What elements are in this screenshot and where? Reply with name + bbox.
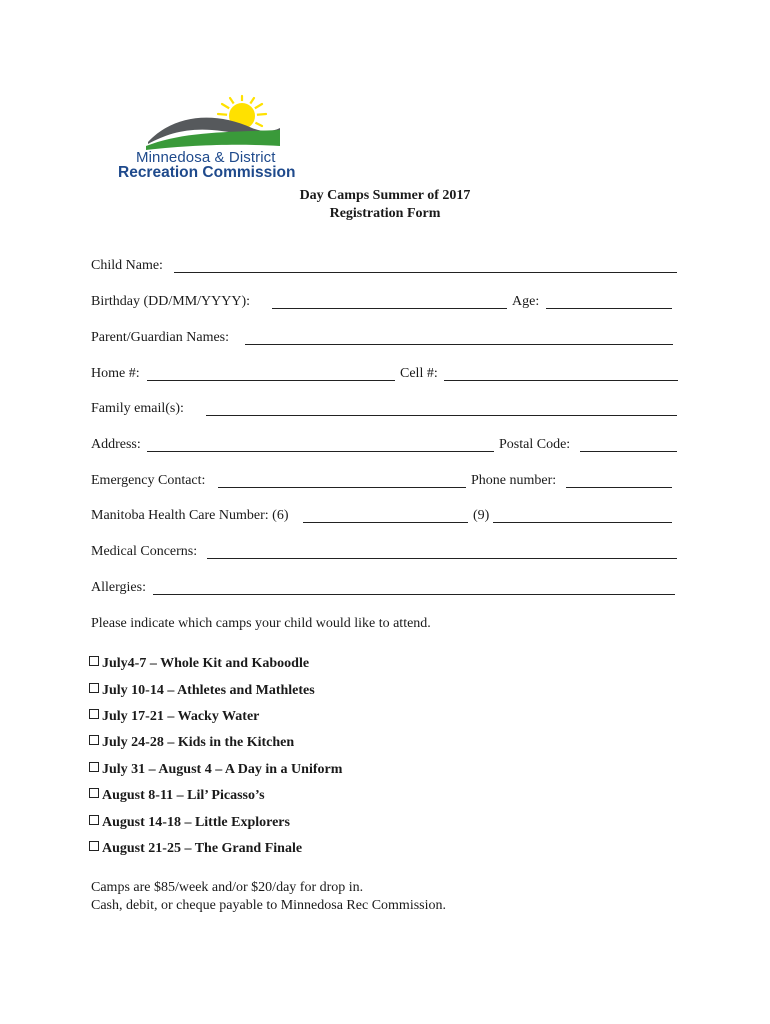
health-card-9-label: (9) <box>473 508 490 523</box>
family-email-field[interactable] <box>206 415 677 416</box>
checkbox-icon[interactable] <box>89 841 99 851</box>
phone-number-field[interactable] <box>566 487 672 488</box>
camp-option-label: August 14-18 – Little Explorers <box>102 815 290 830</box>
camp-option[interactable] <box>89 815 290 831</box>
checkbox-icon[interactable] <box>89 815 99 825</box>
postal-code-label: Postal Code: <box>499 437 571 452</box>
allergies-field[interactable] <box>153 594 675 595</box>
sun-over-hills-icon <box>142 88 282 150</box>
age-field[interactable] <box>546 308 672 309</box>
camp-option-label: July 17-21 – Wacky Water <box>102 709 260 724</box>
medical-concerns-field[interactable] <box>207 558 677 559</box>
logo-text-line2: Recreation Commission <box>118 164 296 181</box>
health-card-9-field[interactable] <box>493 522 672 523</box>
postal-code-field[interactable] <box>580 451 677 452</box>
camp-option[interactable] <box>89 683 315 699</box>
camp-option-label: July 10-14 – Athletes and Mathletes <box>102 683 315 698</box>
birthday-field[interactable] <box>272 308 507 309</box>
home-phone-field[interactable] <box>147 380 395 381</box>
age-label: Age: <box>512 294 540 309</box>
camp-option-label: July4-7 – Whole Kit and Kaboodle <box>102 656 310 671</box>
checkbox-icon[interactable] <box>89 709 99 719</box>
camp-option[interactable] <box>89 788 265 804</box>
camp-option[interactable] <box>89 709 259 725</box>
camp-selection-instructions: Please indicate which camps your child would like to attend. <box>91 616 431 631</box>
emergency-contact-label: Emergency Contact: <box>91 473 206 488</box>
form-subtitle: Registration Form <box>329 206 441 221</box>
logo-text-line1: Minnedosa & District <box>136 149 276 166</box>
camp-option-label: July 24-28 – Kids in the Kitchen <box>102 735 295 750</box>
payment-text: Cash, debit, or cheque payable to Minnedosa Rec Commission. <box>91 898 446 913</box>
child-name-label: Child Name: <box>91 258 163 273</box>
checkbox-icon[interactable] <box>89 735 99 745</box>
pricing-text: Camps are $85/week and/or $20/day for drop in. <box>91 880 364 895</box>
checkbox-icon[interactable] <box>89 683 99 693</box>
address-label: Address: <box>91 437 141 452</box>
family-email-label: Family email(s): <box>91 401 184 416</box>
health-card-6-field[interactable] <box>303 522 468 523</box>
camp-option[interactable] <box>89 841 302 857</box>
checkbox-icon[interactable] <box>89 788 99 798</box>
emergency-contact-field[interactable] <box>218 487 466 488</box>
health-card-label: Manitoba Health Care Number: (6) <box>91 508 289 523</box>
camp-option[interactable] <box>89 762 342 778</box>
checkbox-icon[interactable] <box>89 762 99 772</box>
parent-names-field[interactable] <box>245 344 673 345</box>
recreation-commission-logo <box>112 88 312 183</box>
camp-option[interactable] <box>89 735 294 751</box>
parent-names-label: Parent/Guardian Names: <box>91 330 230 345</box>
camp-option[interactable] <box>89 656 309 672</box>
cell-phone-field[interactable] <box>444 380 678 381</box>
checkbox-icon[interactable] <box>89 656 99 666</box>
form-title: Day Camps Summer of 2017 <box>299 188 471 203</box>
allergies-label: Allergies: <box>91 580 146 595</box>
child-name-field[interactable] <box>174 272 677 273</box>
camp-option-label: August 21-25 – The Grand Finale <box>102 841 303 856</box>
birthday-label: Birthday (DD/MM/YYYY): <box>91 294 251 309</box>
medical-concerns-label: Medical Concerns: <box>91 544 198 559</box>
camp-option-label: August 8-11 – Lil’ Picasso’s <box>102 788 265 803</box>
cell-phone-label: Cell #: <box>400 366 438 381</box>
address-field[interactable] <box>147 451 494 452</box>
camp-option-label: July 31 – August 4 – A Day in a Uniform <box>102 762 343 777</box>
phone-number-label: Phone number: <box>471 473 557 488</box>
home-phone-label: Home #: <box>91 366 140 381</box>
